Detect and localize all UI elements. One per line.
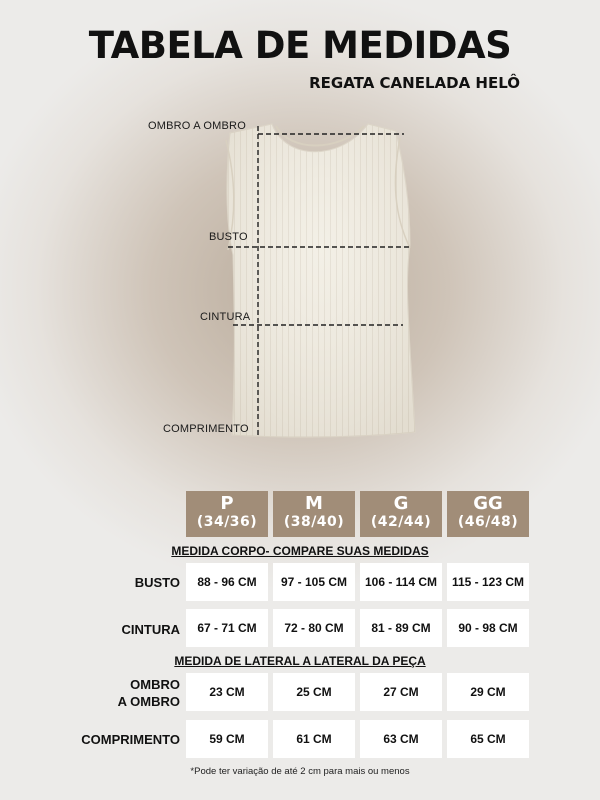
row-label-comprimento: COMPRIMENTO [81, 732, 180, 747]
row-label-line: OMBRO [130, 677, 180, 692]
footnote: *Pode ter variação de até 2 cm para mais ou menos [190, 766, 410, 777]
table-cell: 106 - 114 CM [360, 563, 442, 601]
size-numeric: (42/44) [370, 514, 432, 530]
table-cell: 23 CM [186, 673, 268, 711]
table-cell: 115 - 123 CM [447, 563, 529, 601]
table-cell: 88 - 96 CM [186, 563, 268, 601]
size-numeric: (34/36) [196, 514, 258, 530]
table-cell: 29 CM [447, 673, 529, 711]
size-header-p [186, 491, 268, 537]
size-header-g [360, 491, 442, 537]
row-label-line: A OMBRO [117, 694, 180, 709]
table-cell: 72 - 80 CM [273, 609, 355, 647]
bust-label: BUSTO [209, 231, 248, 243]
shoulder-label: OMBRO A OMBRO [148, 120, 246, 132]
row-label-busto: BUSTO [134, 575, 180, 590]
table-cell: 59 CM [186, 720, 268, 758]
tank-top-shape [226, 124, 415, 437]
size-letter: P [220, 493, 234, 514]
table-cell: 65 CM [447, 720, 529, 758]
table-cell: 67 - 71 CM [186, 609, 268, 647]
table-cell: 81 - 89 CM [360, 609, 442, 647]
table-cell: 90 - 98 CM [447, 609, 529, 647]
size-header-gg [447, 491, 529, 537]
size-letter: M [305, 493, 323, 514]
length-label: COMPRIMENTO [163, 423, 249, 435]
table-cell: 61 CM [273, 720, 355, 758]
size-letter: G [393, 493, 409, 514]
table-cell: 97 - 105 CM [273, 563, 355, 601]
table-cell: 63 CM [360, 720, 442, 758]
table-cell: 25 CM [273, 673, 355, 711]
body-section-title: MEDIDA CORPO- COMPARE SUAS MEDIDAS [171, 544, 429, 558]
garment-section-title: MEDIDA DE LATERAL A LATERAL DA PEÇA [174, 654, 426, 668]
page-title: TABELA DE MEDIDAS [88, 24, 512, 67]
size-numeric: (46/48) [457, 514, 519, 530]
waist-label: CINTURA [200, 311, 251, 323]
table-cell: 27 CM [360, 673, 442, 711]
size-header-m [273, 491, 355, 537]
product-subtitle: REGATA CANELADA HELÔ [309, 74, 520, 92]
row-label-ombro [0, 676, 180, 710]
size-numeric: (38/40) [283, 514, 345, 530]
row-label-cintura: CINTURA [121, 622, 180, 637]
size-letter: GG [473, 493, 503, 514]
